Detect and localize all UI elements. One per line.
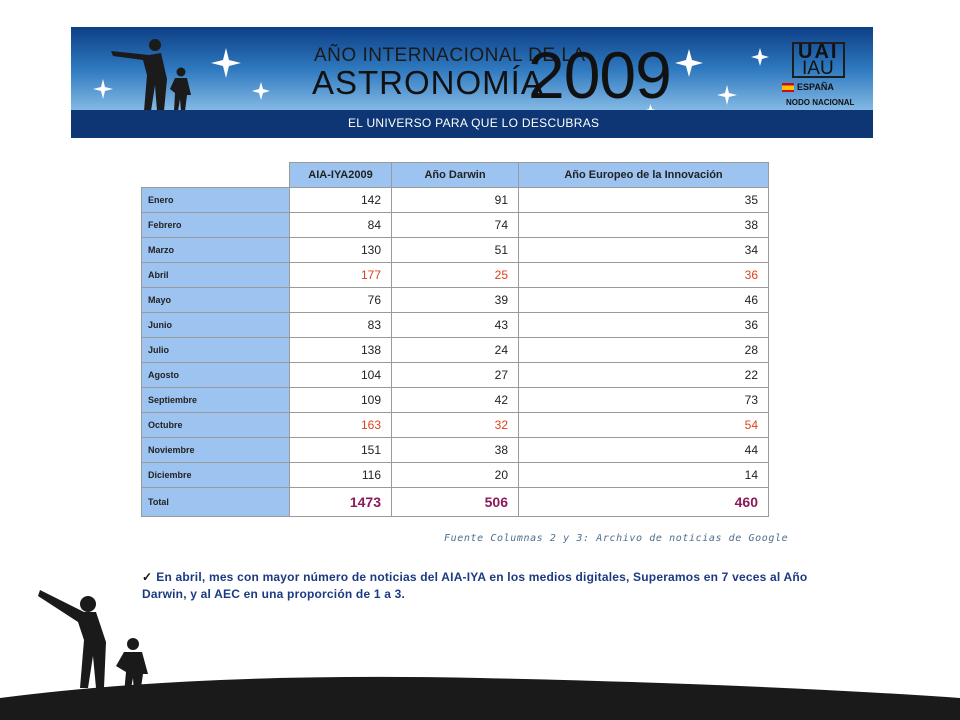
table-row — [142, 313, 769, 338]
value-cell: 91 — [392, 188, 519, 213]
logo-iau-text: IAU — [802, 58, 834, 79]
value-cell: 83 — [290, 313, 392, 338]
table-row — [142, 213, 769, 238]
news-count-table — [141, 162, 769, 517]
total-value-cell: 460 — [519, 488, 769, 517]
logo-uai-text: UAI — [798, 41, 839, 63]
column-header: AIA-IYA2009 — [290, 163, 392, 188]
value-cell: 36 — [519, 263, 769, 288]
total-label-cell: Total — [142, 488, 290, 517]
value-cell: 38 — [392, 438, 519, 463]
table-row — [142, 438, 769, 463]
table-row — [142, 188, 769, 213]
month-cell: Abril — [142, 263, 290, 288]
table-corner-cell — [142, 163, 290, 188]
value-cell: 44 — [519, 438, 769, 463]
value-cell: 27 — [392, 363, 519, 388]
value-cell: 24 — [392, 338, 519, 363]
table-row — [142, 388, 769, 413]
value-cell: 14 — [519, 463, 769, 488]
column-header: Año Europeo de la Innovación — [519, 163, 769, 188]
month-cell: Octubre — [142, 413, 290, 438]
value-cell: 32 — [392, 413, 519, 438]
tagline: EL UNIVERSO PARA QUE LO DESCUBRAS — [348, 116, 600, 130]
month-cell: Agosto — [142, 363, 290, 388]
month-cell: Septiembre — [142, 388, 290, 413]
value-cell: 28 — [519, 338, 769, 363]
column-header: Año Darwin — [392, 163, 519, 188]
conclusion-text: En abril, mes con mayor número de noticias del AIA-IYA en los medios digitales, Superamos en 7 veces al Año Darwin, y al AEC en una proporción de 1 a 3. — [142, 570, 808, 601]
value-cell: 42 — [392, 388, 519, 413]
value-cell: 74 — [392, 213, 519, 238]
table-row — [142, 463, 769, 488]
month-cell: Mayo — [142, 288, 290, 313]
table-row — [142, 238, 769, 263]
value-cell: 104 — [290, 363, 392, 388]
table-row — [142, 338, 769, 363]
value-cell: 73 — [519, 388, 769, 413]
node-label: NODO NACIONAL — [786, 98, 855, 107]
value-cell: 163 — [290, 413, 392, 438]
silhouette-icon — [111, 39, 191, 111]
value-cell: 177 — [290, 263, 392, 288]
spain-flag-icon — [782, 83, 794, 92]
value-cell: 20 — [392, 463, 519, 488]
title-line-2: ASTRONOMÍA — [312, 64, 544, 101]
value-cell: 46 — [519, 288, 769, 313]
footer-silhouette — [0, 560, 960, 720]
month-cell: Febrero — [142, 213, 290, 238]
month-cell: Diciembre — [142, 463, 290, 488]
value-cell: 151 — [290, 438, 392, 463]
iau-logo — [792, 42, 845, 78]
table-header-row — [142, 163, 769, 188]
month-cell: Julio — [142, 338, 290, 363]
value-cell: 51 — [392, 238, 519, 263]
table-row — [142, 288, 769, 313]
value-cell: 34 — [519, 238, 769, 263]
value-cell: 76 — [290, 288, 392, 313]
total-value-cell: 1473 — [290, 488, 392, 517]
title-year: 2009 — [528, 38, 671, 112]
value-cell: 116 — [290, 463, 392, 488]
banner — [71, 27, 873, 138]
value-cell: 35 — [519, 188, 769, 213]
value-cell: 138 — [290, 338, 392, 363]
silhouette-icon — [0, 590, 960, 720]
value-cell: 22 — [519, 363, 769, 388]
value-cell: 36 — [519, 313, 769, 338]
title-line-1: AÑO INTERNACIONAL DE LA — [314, 45, 586, 66]
value-cell: 109 — [290, 388, 392, 413]
source-note: Fuente Columnas 2 y 3: Archivo de noticias de Google — [444, 533, 789, 544]
table-total-row — [142, 488, 769, 517]
table-row — [142, 363, 769, 388]
value-cell: 54 — [519, 413, 769, 438]
month-cell: Noviembre — [142, 438, 290, 463]
value-cell: 39 — [392, 288, 519, 313]
checkmark-icon: ✓ — [142, 570, 153, 584]
month-cell: Junio — [142, 313, 290, 338]
table-row-highlighted — [142, 413, 769, 438]
country-label: ESPAÑA — [797, 82, 834, 92]
value-cell: 130 — [290, 238, 392, 263]
value-cell: 142 — [290, 188, 392, 213]
value-cell: 25 — [392, 263, 519, 288]
month-cell: Marzo — [142, 238, 290, 263]
table-row-highlighted — [142, 263, 769, 288]
total-value-cell: 506 — [392, 488, 519, 517]
value-cell: 43 — [392, 313, 519, 338]
value-cell: 84 — [290, 213, 392, 238]
value-cell: 38 — [519, 213, 769, 238]
month-cell: Enero — [142, 188, 290, 213]
